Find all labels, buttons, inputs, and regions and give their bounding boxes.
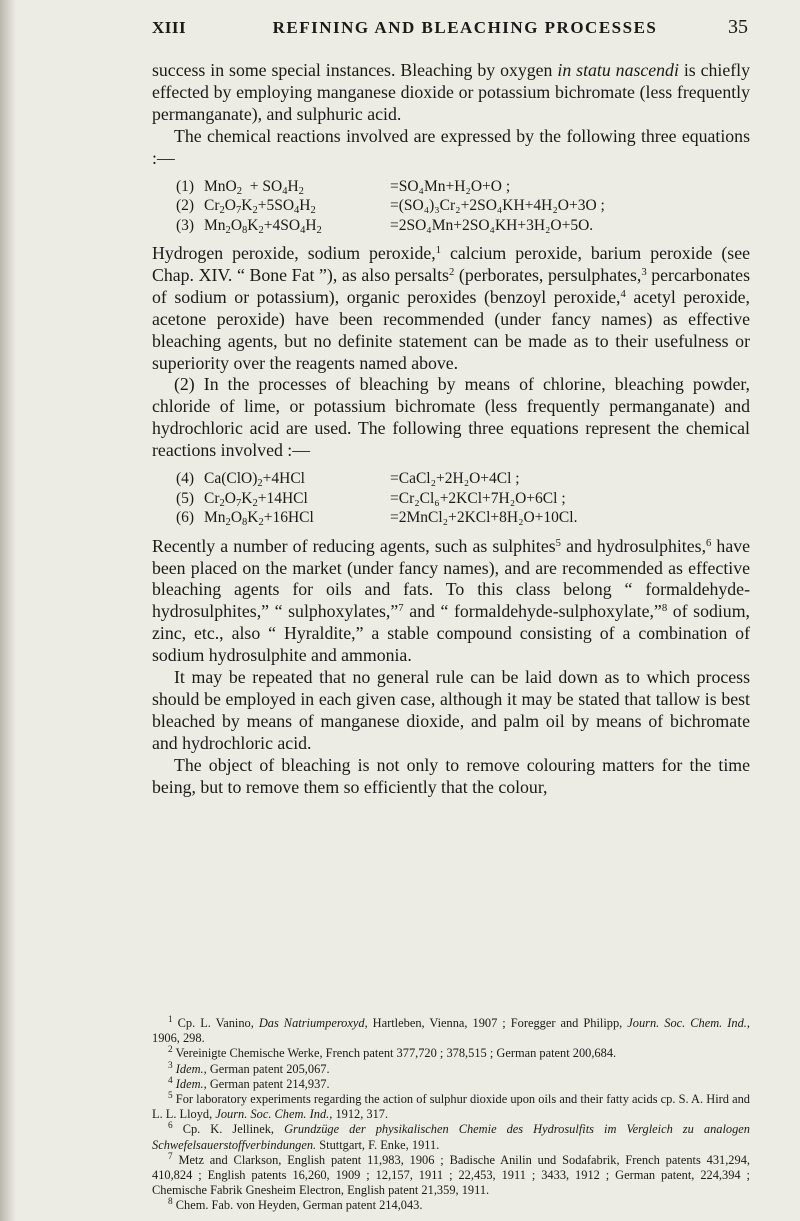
equation-1: (1) $MnO_2 + SO_4H_2 =SO_4Mn+H_2O+O$ ; bbox=[176, 177, 511, 197]
equation-6: (6) $Mn_2O_8K_2+16HCl$ =2MnCl₂+2KCl+8H₂O+10Cl. bbox=[176, 509, 578, 529]
paragraph-1: success in some special instances. Bleaching by oxygen in statu nascendi is chiefly effected by employing manganese dioxide or potassium bichromate (less frequently permanganate), and sulphuric acid. bbox=[152, 60, 750, 124]
footnote-3: $^3$ Idem., German patent 205,067. bbox=[168, 1060, 330, 1076]
footnote-7: $^7$ Metz and Clarkson, English patent 11,983, 1906 ; Badische Anilin und Sodafabrik, French patents 431,294, 410,824 ; English patents 16,260, 1909 ; 12,157, 1911 ; 22,453, 1911 ; 3433, 1912 ; German patent, 224,394 ; Chemische Fabrik Gnesheim Electron, English patent 21,359, 1911. bbox=[152, 1151, 750, 1198]
footnote-ref-3: 3 bbox=[641, 266, 647, 279]
footnote-ref-5: 5 bbox=[555, 536, 561, 549]
paragraph-3: Hydrogen peroxide, sodium peroxide,$^1$ calcium peroxide, barium peroxide (see Chap. XIV. “ Bone Fat ”), as also persalts$^2$ (perborates, persulphates,$^3$ percarbonates of sodium or potassium), organic peroxides (benzoyl peroxide,$^4$ acetyl peroxide, acetone peroxide) have been recommended (under fancy names) as effective bleaching agents, but no definite statement can be made as to their usefulness or superiority over the reagents named above. bbox=[152, 243, 751, 373]
paragraph-2: The chemical reactions involved are expressed by the following three equations :— bbox=[152, 125, 750, 168]
running-title: REFINING AND BLEACHING PROCESSES bbox=[272, 18, 658, 37]
equation-4: (4) $Ca(ClO)_2+4HCl$ =CaCl₂+2H₂O+4Cl ; bbox=[176, 470, 520, 490]
footnote-4: $^4$ Idem., German patent 214,937. bbox=[168, 1075, 330, 1091]
paragraph-4: (2) In the processes of bleaching by means of chlorine, bleaching powder, chloride of lime, or potassium bichromate (less frequently permanganate) and hydrochloric acid are used. The following three equations represent the chemical reactions involved :— bbox=[152, 374, 750, 461]
footnote-2: $^2$ Vereinigte Chemische Werke, French patent 377,720 ; 378,515 ; German patent 200,684. bbox=[168, 1045, 617, 1061]
chapter-number: XIII bbox=[152, 18, 187, 37]
equations-chlorine bbox=[176, 469, 750, 528]
paragraph-7: The object of bleaching is not only to remove colouring matters for the time being, but to remove them so efficiently that the colour, bbox=[152, 754, 750, 797]
equation-2: (2) $Cr_2O_7K_2+5SO_4H_2 =(SO_4)_3Cr_2+2SO_4KH+4H_2O+3O$ ; bbox=[176, 197, 605, 217]
footnote-ref-7: 7 bbox=[398, 602, 404, 615]
footnote-1: $^1$ Cp. L. Vanino, Das Natriumperoxyd, Hartleben, Vienna, 1907 ; Foregger and Philipp, Journ. Soc. Chem. Ind., 1906, 298. bbox=[152, 1014, 750, 1046]
footnote-ref-8: 8 bbox=[661, 602, 668, 615]
footnote-ref-2: 2 bbox=[448, 266, 455, 279]
page-number: 35 bbox=[728, 16, 748, 38]
footnote-ref-1: 1 bbox=[435, 244, 442, 257]
footnote-8: $^8$ Chem. Fab. von Heyden, German patent 214,043. bbox=[168, 1197, 423, 1213]
footnote-6: $^6$ Cp. K. Jellinek, Grundzüge der physikalischen Chemie des Hydrosulfits im Vergleich zu analogen Schwefelsauerstoffverbindungen. Stuttgart, F. Enke, 1911. bbox=[152, 1121, 750, 1152]
paragraph-6: It may be repeated that no general rule can be laid down as to which process should be employed in each given case, although it may be stated that tallow is best bleached by means of manganese dioxide, and palm oil by means of bichromate and hydrochloric acid. bbox=[152, 667, 750, 753]
body-text bbox=[152, 60, 750, 798]
footnote-ref-6: 6 bbox=[706, 536, 712, 549]
footnote-5: $^5$ For laboratory experiments regarding the action of sulphur dioxide upon oils and their fatty acids cp. S. A. Hird and L. L. Lloyd, Journ. Soc. Chem. Ind., 1912, 317. bbox=[152, 1090, 750, 1122]
footnotes bbox=[152, 1016, 750, 1214]
equation-5: (5) $Cr_2O_7K_2+14HCl =Cr_2Cl_6+2KCl+7H_2O+6Cl$ ; bbox=[176, 489, 566, 509]
footnote-ref-4: 4 bbox=[620, 287, 626, 300]
running-header bbox=[152, 14, 748, 40]
paragraph-5: Recently a number of reducing agents, such as sulphites$^5$ and hydrosulphites,$^6$ have been placed on the market (under fancy names), and are recommended as effective bleaching agents for oils and fats. To this class belong “ formaldehyde-hydrosulphites,” “ sulphoxylates,”$^7$ and “ formaldehyde-sulphoxylate,”$^8$ of sodium, zinc, etc., also “ Hyraldite,” a stable compound consisting of a combination of sodium hydrosulphite and ammonia. bbox=[152, 535, 751, 666]
equation-3: (3) $Mn_2O_8K_2+4SO_4H_2 =2SO_4Mn+2SO_4KH+3H_2O+5O$. bbox=[176, 216, 594, 236]
page-binding-shadow bbox=[0, 0, 16, 1221]
equations-oxygen bbox=[176, 177, 750, 236]
